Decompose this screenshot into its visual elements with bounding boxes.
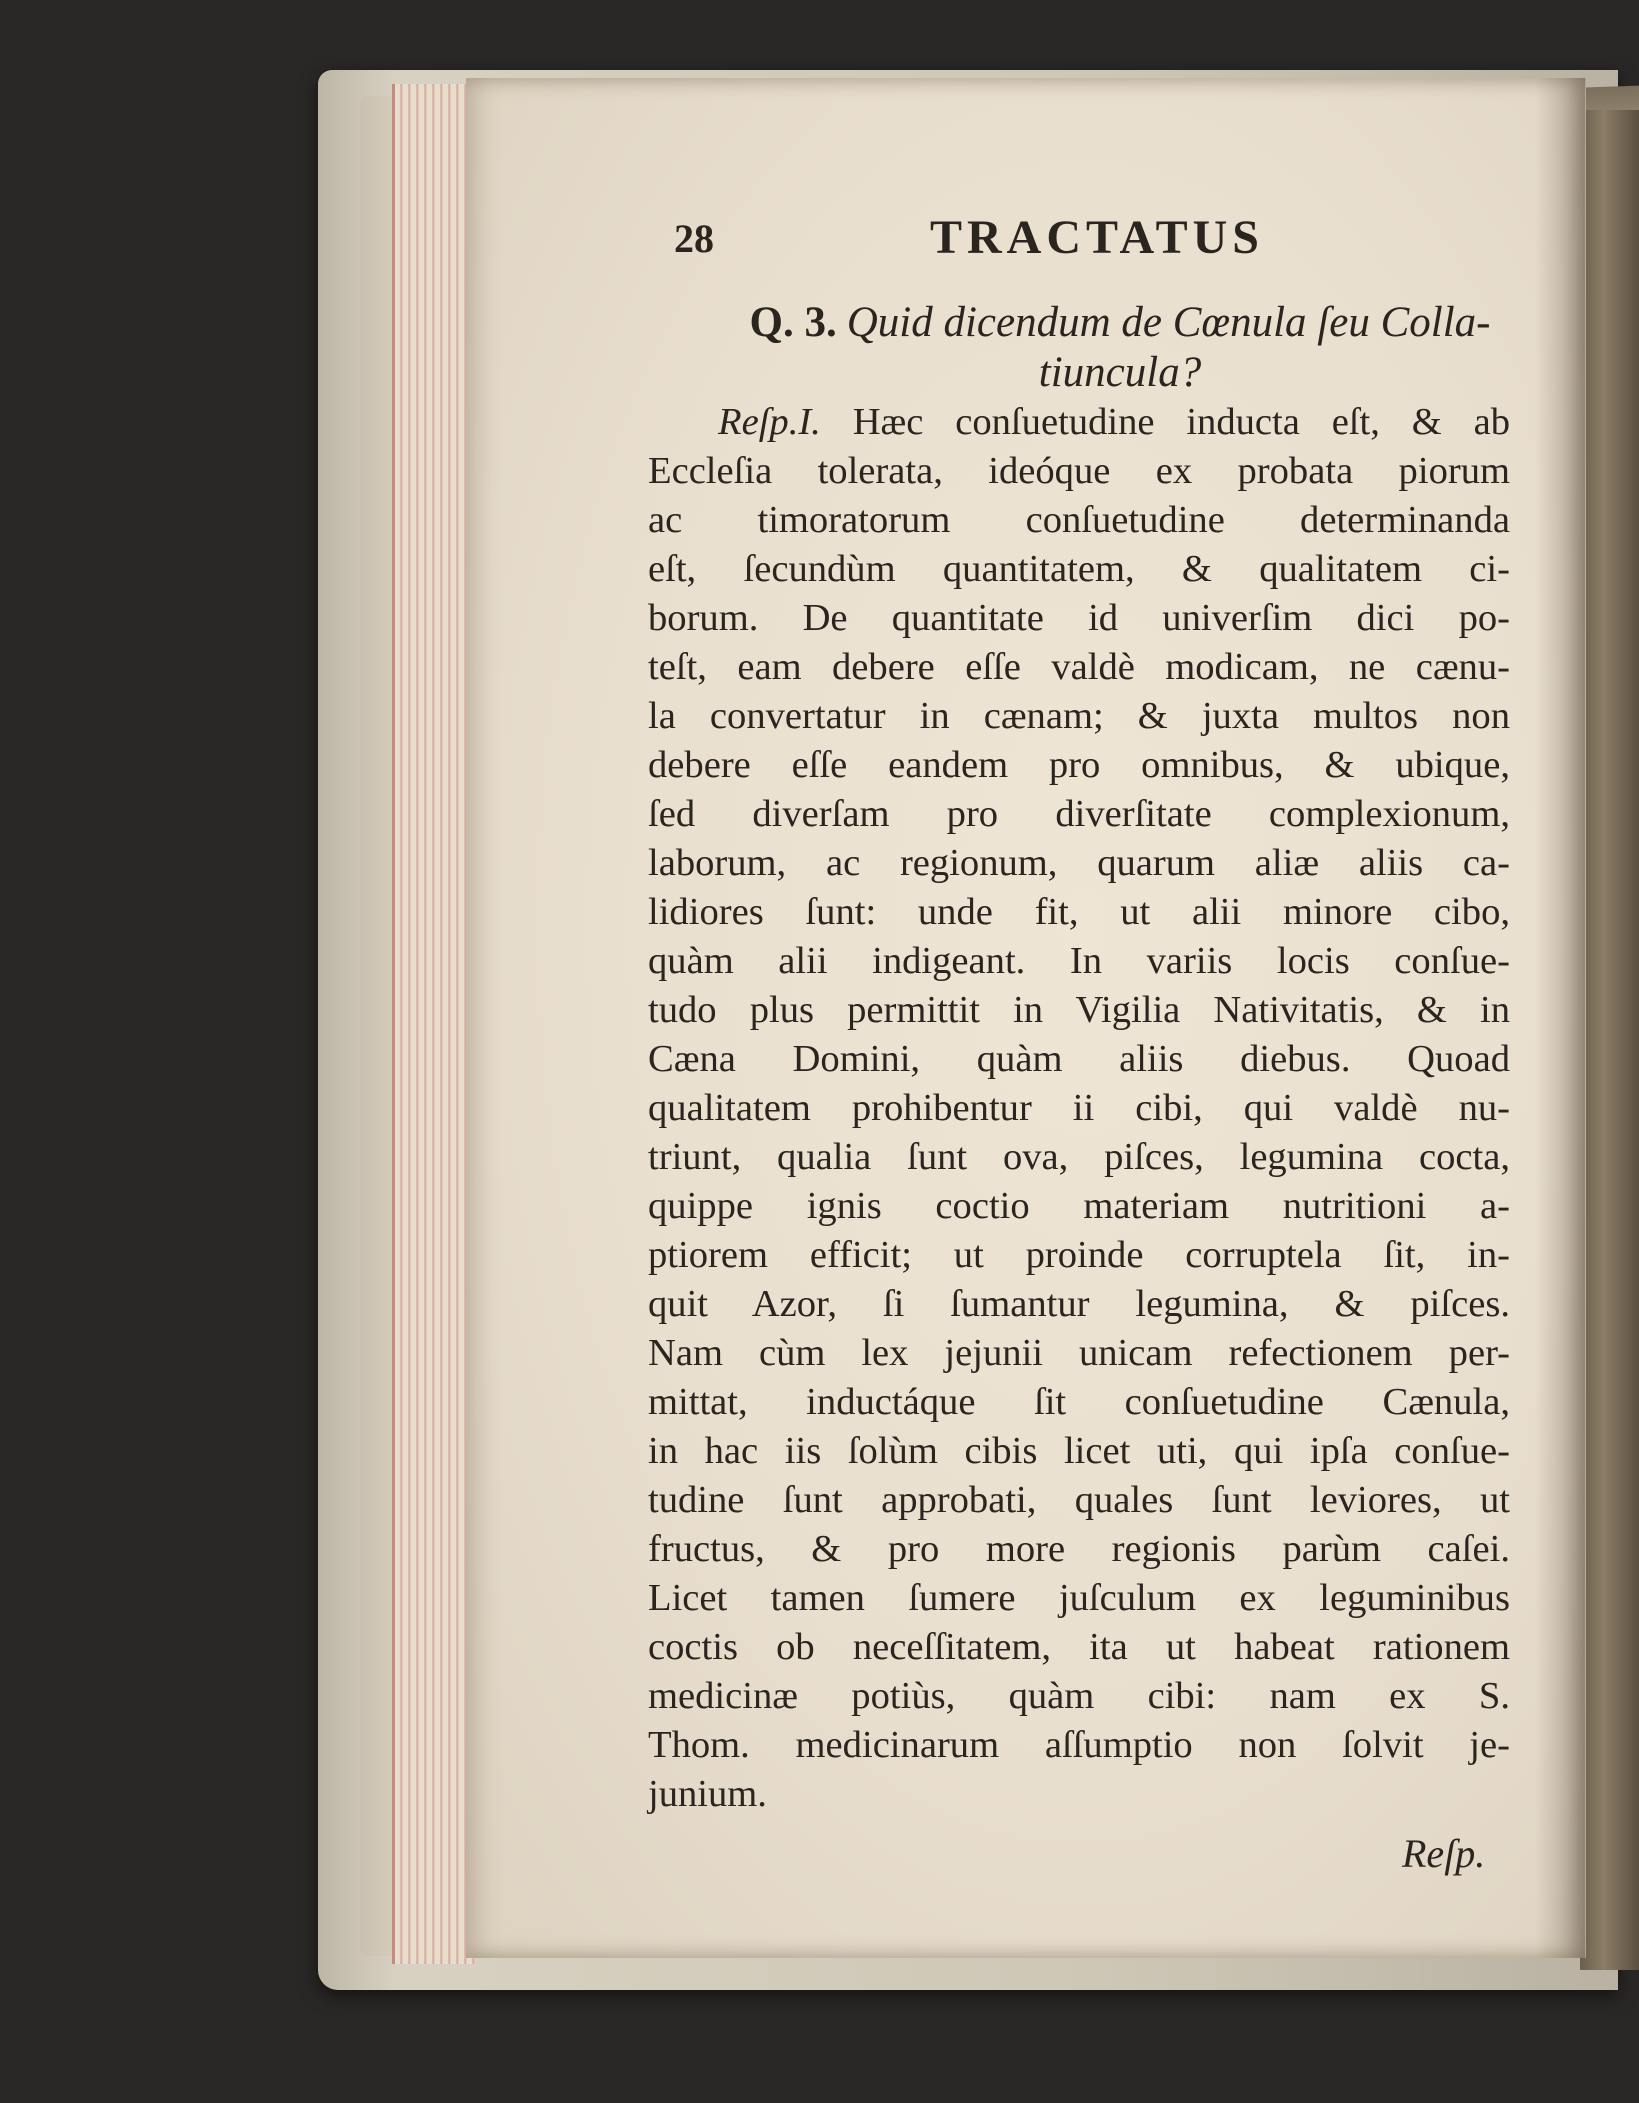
body-line: tudine ſunt approbati, quales ſunt leviores, ut <box>648 1479 1510 1521</box>
body-line: ac timoratorum conſuetudine determinanda <box>648 499 1510 541</box>
body-line: mittat, inductáque ſit conſuetudine Cænula, <box>648 1381 1510 1423</box>
question-number: Q. 3. <box>749 299 837 346</box>
question-text-1: Quid dicendum de Cœnula ſeu Colla- <box>846 299 1491 346</box>
body-line: Reſp.I. Hæc conſuetudine inducta eſt, & ab <box>718 401 1510 443</box>
body-line: fructus, & pro more regionis parùm caſei. <box>648 1528 1510 1570</box>
body-line: medicinæ potiùs, quàm cibi: nam ex S. <box>648 1675 1510 1717</box>
body-line: junium. <box>648 1773 767 1815</box>
body-line: borum. De quantitate id univerſim dici po- <box>648 597 1510 639</box>
gutter-shadow <box>1535 78 1585 1958</box>
question-heading <box>720 298 1520 398</box>
catchword: Reſp. <box>1402 1831 1486 1876</box>
body-line: lidiores ſunt: unde fit, ut alii minore cibo, <box>648 891 1510 933</box>
body-line: Nam cùm lex jejunii unicam refectionem per- <box>648 1332 1510 1374</box>
running-head: TRACTATUS <box>930 211 1264 264</box>
body-line: ſed diverſam pro diverſitate complexionum, <box>648 793 1510 835</box>
body-line: quit Azor, ſi ſumantur legumina, & piſces. <box>648 1283 1510 1325</box>
body-line: laborum, ac regionum, quarum aliæ aliis ca- <box>648 842 1510 884</box>
response-label: Reſp.I. <box>718 401 821 443</box>
body-line: triunt, qualia ſunt ova, piſces, legumina cocta, <box>648 1136 1510 1178</box>
body-line: quàm alii indigeant. In variis locis conſue- <box>648 940 1510 982</box>
body-line: Eccleſia tolerata, ideóque ex probata piorum <box>648 450 1510 492</box>
body-line: in hac iis ſolùm cibis licet uti, qui ipſa conſue- <box>648 1430 1510 1472</box>
body-line: teſt, eam debere eſſe valdè modicam, ne cænu- <box>648 646 1510 688</box>
body-text <box>648 398 1510 1819</box>
page-edges <box>392 84 475 1964</box>
question-text-2: tiuncula? <box>1038 349 1202 396</box>
body-line: qualitatem prohibentur ii cibi, qui valdè nu- <box>648 1087 1510 1129</box>
body-line: ptiorem efficit; ut proinde corruptela ſit, in- <box>648 1234 1510 1276</box>
body-line: eſt, ſecundùm quantitatem, & qualitatem ci- <box>648 548 1510 590</box>
body-line: coctis ob neceſſitatem, ita ut habeat rationem <box>648 1626 1510 1668</box>
body-line: Licet tamen ſumere juſculum ex leguminibus <box>648 1577 1510 1619</box>
body-line: quippe ignis coctio materiam nutritioni a- <box>648 1185 1510 1227</box>
question-line-1 <box>720 298 1520 348</box>
body-line: Thom. medicinarum aſſumptio non ſolvit je- <box>648 1724 1510 1766</box>
facing-page-edge <box>1580 110 1639 1970</box>
body-line: la convertatur in cænam; & juxta multos non <box>648 695 1510 737</box>
body-line: debere eſſe eandem pro omnibus, & ubique, <box>648 744 1510 786</box>
body-line: Cæna Domini, quàm aliis diebus. Quoad <box>648 1038 1510 1080</box>
page-number: 28 <box>674 216 714 261</box>
body-line: tudo plus permittit in Vigilia Nativitatis, & in <box>648 989 1510 1031</box>
